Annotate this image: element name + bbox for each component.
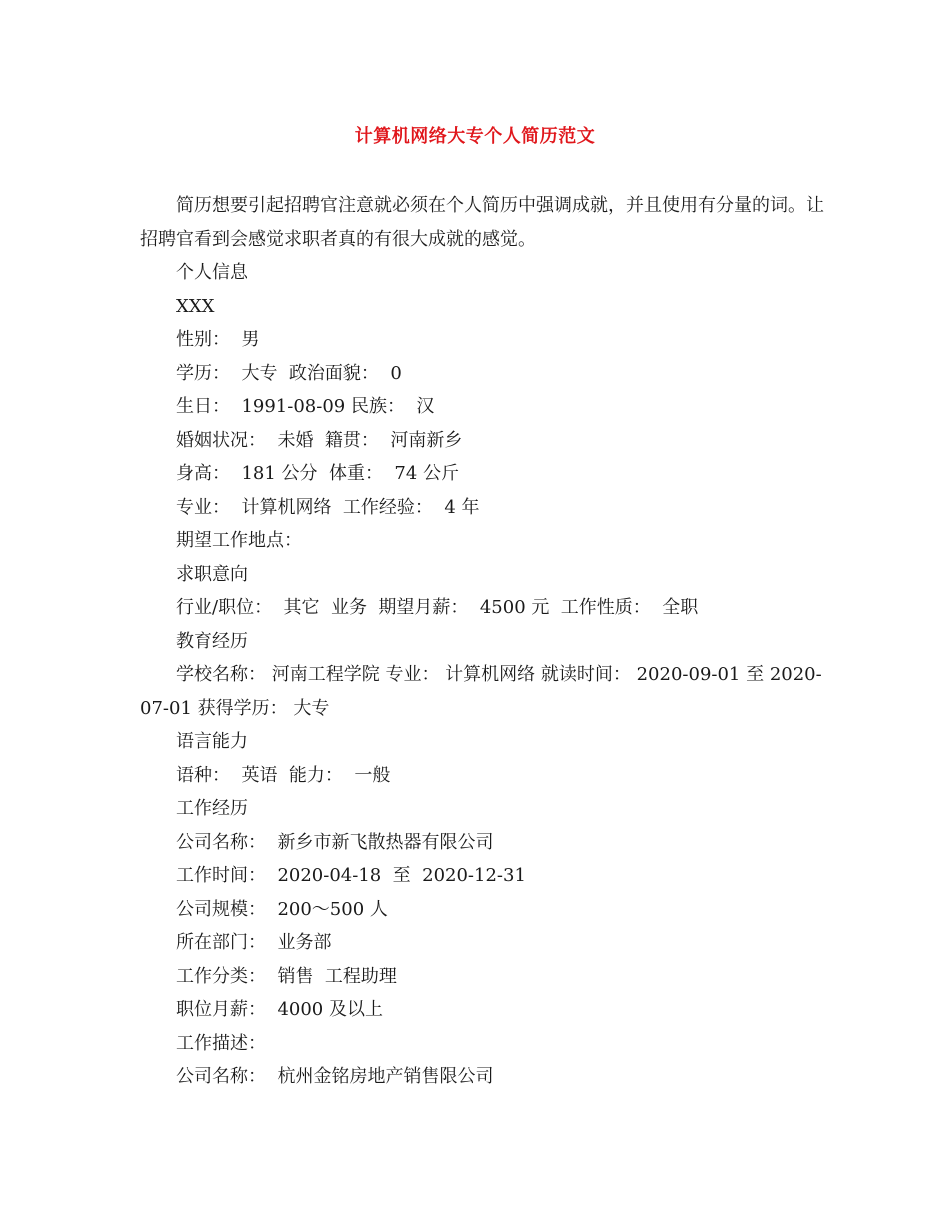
- section-heading-personal-info: 个人信息: [176, 262, 248, 283]
- document-title: 计算机网络大专个人简历范文: [354, 126, 596, 147]
- section-heading-job-intention: 求职意向: [176, 563, 248, 585]
- company-name-line-2: 公司名称： 杭州金铭房地产销售限公司: [176, 1066, 494, 1087]
- education-level-line: 学历： 大专 政治面貌： 0: [176, 362, 402, 384]
- section-heading-education: 教育经历: [176, 630, 248, 652]
- work-period-line: 工作时间： 2020-04-18 至 2020-12-31: [176, 865, 526, 886]
- section-heading-work-experience: 工作经历: [176, 798, 248, 819]
- job-description-line: 工作描述：: [176, 1032, 266, 1054]
- monthly-salary-line: 职位月薪： 4000 及以上: [176, 999, 383, 1020]
- marital-status-line: 婚姻状况： 未婚 籍贯： 河南新乡: [176, 429, 463, 451]
- birthday-line: 生日： 1991-08-09 民族： 汉: [176, 396, 435, 417]
- job-category-line: 工作分类： 销售 工程助理: [176, 965, 397, 987]
- company-size-line: 公司规模： 200～500 人: [176, 898, 388, 920]
- name-line: XXX: [176, 295, 215, 317]
- department-line: 所在部门： 业务部: [176, 932, 332, 953]
- language-line: 语种： 英语 能力： 一般: [176, 764, 391, 786]
- industry-position-line: 行业/职位： 其它 业务 期望月薪： 4500 元 工作性质： 全职: [176, 597, 699, 618]
- gender-line: 性别： 男: [176, 329, 260, 350]
- desired-location-line: 期望工作地点：: [176, 530, 302, 551]
- major-experience-line: 专业： 计算机网络 工作经验： 4 年: [176, 496, 480, 518]
- education-paragraph: 学校名称： 河南工程学院 专业： 计算机网络 就读时间： 2020-09-01 至 2020-07-01 获得学历： 大专: [140, 664, 822, 719]
- height-weight-line: 身高： 181 公分 体重： 74 公斤: [176, 463, 460, 484]
- section-heading-language: 语言能力: [176, 731, 248, 752]
- intro-paragraph: 简历想要引起招聘官注意就必须在个人简历中强调成就，并且使用有分量的词。让招聘官看到会感觉求职者真的有很大成就的感觉。: [140, 195, 824, 250]
- document-body: [140, 189, 840, 1094]
- company-name-line: 公司名称： 新乡市新飞散热器有限公司: [176, 831, 494, 853]
